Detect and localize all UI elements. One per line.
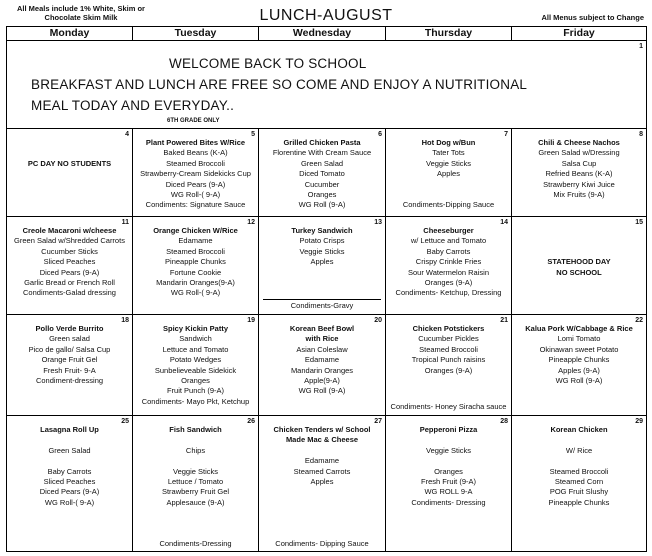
- day-number: 19: [247, 317, 255, 324]
- menu-item: Mix Fruits (9-A): [553, 190, 605, 200]
- weekday-wednesday: Wednesday: [259, 27, 386, 40]
- menu-item: Green Salad w/Shredded Carrots: [14, 236, 125, 246]
- day-cell: [512, 315, 646, 416]
- weekday-monday: Monday: [7, 27, 133, 40]
- day-number: 15: [635, 219, 643, 226]
- menu-item: Crispy Crinkle Fries: [415, 257, 482, 267]
- entree-title: Korean Chicken: [550, 425, 608, 434]
- menu-item: [11, 435, 128, 445]
- menu-item: [516, 247, 642, 257]
- menu-item: Steamed Corn: [554, 477, 604, 487]
- milk-note-line-2: Chocolate Skim Milk: [44, 13, 118, 22]
- menu-item: [516, 236, 642, 246]
- day-number: 28: [500, 418, 508, 425]
- menu-item: Veggie Sticks: [299, 246, 345, 256]
- weekday-tuesday: Tuesday: [133, 27, 259, 40]
- menu-item: [390, 456, 507, 466]
- menu-item: Strawberry Kiwi Juice: [543, 179, 615, 189]
- menu-item: Condiment-dressing: [35, 376, 104, 386]
- menu-item: Baby Carrots: [426, 246, 471, 256]
- menu-item: POG Fruit Slushy: [549, 487, 609, 497]
- entree-title: Grilled Chicken Pasta: [283, 138, 361, 147]
- menu-item: Tropical Punch raisins: [411, 355, 486, 365]
- day-number: 6: [378, 131, 382, 138]
- menu-item: Refried Beans (K-A): [545, 169, 613, 179]
- day-number: 11: [121, 219, 129, 226]
- day-cell: [7, 416, 133, 552]
- menu-item: Cucumber Sticks: [41, 246, 98, 256]
- menu-item: Steamed Carrots: [293, 466, 351, 476]
- day-number: 26: [247, 418, 255, 425]
- menu-item: Diced Tomato: [299, 169, 345, 179]
- day-number: 22: [635, 317, 643, 324]
- menu-item: Salsa Cup: [561, 158, 597, 168]
- menu-item: Veggie Sticks: [425, 445, 472, 455]
- menu-item: Apples: [310, 257, 334, 267]
- day-number: 29: [635, 418, 643, 425]
- menu-item: Apple(9-A): [304, 376, 340, 386]
- menu-item: Garlic Bread or French Roll: [24, 278, 115, 288]
- day-cell: [386, 315, 512, 416]
- entree-title: Orange Chicken W/Rice: [153, 226, 238, 235]
- menu-item: [11, 456, 128, 466]
- day-cell: [512, 129, 646, 217]
- entree-title: Plant Powered Bites W/Rice: [145, 138, 246, 147]
- day-number: 8: [639, 131, 643, 138]
- menu-item: Condiments- Mayo Pkt, Ketchup: [141, 396, 250, 406]
- menu-item: [390, 435, 507, 445]
- menu-item: Condiments-Galad dressing: [23, 288, 116, 298]
- menu-item: Oranges (9-A): [424, 278, 473, 288]
- menu-item: Steamed Broccoli: [166, 246, 225, 256]
- entree-title: Fish Sandwich: [169, 425, 222, 434]
- menu-item: Edamame: [178, 236, 213, 246]
- milk-note-line-1: All Meals include 1% White, Skim or: [17, 4, 145, 13]
- menu-item: WG Roll (9-A): [555, 376, 603, 386]
- menu-item: Pineapple Chunks: [548, 355, 610, 365]
- day-cell: [512, 416, 646, 552]
- day-cell: [7, 315, 133, 416]
- entree-title: Lasagna Roll Up: [40, 425, 99, 434]
- day-cell: [133, 416, 259, 552]
- welcome-line: WELCOME BACK TO SCHOOL: [169, 56, 367, 71]
- menu-item: [137, 456, 254, 466]
- day-number: 13: [374, 219, 382, 226]
- menu-item: Strawberry Fruit Gel: [161, 487, 230, 497]
- menu-item: Orange Fruit Gel: [41, 355, 98, 365]
- menu-item: Oranges (9-A): [424, 365, 473, 375]
- entree-title: Turkey Sandwich: [291, 226, 353, 235]
- menu-item: Fortune Cookie: [169, 267, 222, 277]
- entree-title: Kalua Pork W/Cabbage & Rice: [525, 324, 633, 333]
- menu-item: Condiments- Ketchup, Dressing: [395, 288, 502, 298]
- day-cell: [259, 416, 386, 552]
- menu-item: Oranges: [307, 190, 337, 200]
- menu-item: Condiments-Dipping Sauce: [402, 200, 495, 210]
- menu-item: Steamed Broccoli: [419, 344, 478, 354]
- menu-item: Veggie Sticks: [172, 466, 219, 476]
- day-number: 7: [504, 131, 508, 138]
- menu-item: [390, 180, 507, 190]
- menu-item: Cucumber: [304, 179, 340, 189]
- welcome-message: [31, 53, 527, 116]
- day-cell: [133, 315, 259, 416]
- menu-item: Baked Beans (K-A): [163, 148, 228, 158]
- menu-item: Chips: [185, 445, 206, 455]
- day-number: 5: [251, 131, 255, 138]
- menu-item: W/ Rice: [565, 445, 593, 455]
- menu-item: Fresh Fruit- 9-A: [43, 365, 96, 375]
- menu-item: [137, 435, 254, 445]
- menu-item: Diced Pears (9-A): [39, 487, 100, 497]
- menu-item: Pineapple Chunks: [548, 497, 610, 507]
- change-note: All Menus subject to Change: [541, 13, 644, 22]
- entree-title: Chicken Potstickers: [412, 324, 485, 333]
- menu-item: Potato Crisps: [299, 236, 345, 246]
- menu-item: Lettuce and Tomato: [162, 344, 229, 354]
- menu-item: Green Salad: [300, 158, 344, 168]
- entree-title: [11, 138, 128, 148]
- day-number: 18: [121, 317, 129, 324]
- menu-item: Sour Watermelon Raisin: [407, 267, 489, 277]
- menu-item: PC DAY NO STUDENTS: [27, 158, 112, 168]
- entree-title: Cheeseburger: [423, 226, 474, 235]
- day-number: 12: [247, 219, 255, 226]
- day-cell: [386, 416, 512, 552]
- menu-item: Apples (9-A): [558, 365, 600, 375]
- menu-item: Green Salad: [48, 445, 91, 455]
- weekday-friday: Friday: [563, 27, 595, 39]
- menu-item: Steamed Broccoli: [549, 466, 609, 476]
- condiments-note: Condiments- Dipping Sauce: [275, 538, 369, 548]
- menu-item: Sliced Peaches: [43, 257, 96, 267]
- day-cell: [386, 129, 512, 217]
- day-cell: [133, 217, 259, 315]
- day-cell: [386, 217, 512, 315]
- menu-item: Lettuce / Tomato: [167, 477, 224, 487]
- menu-item: Oranges: [181, 376, 210, 386]
- menu-item: Applesauce (9-A): [166, 497, 225, 507]
- weekday-header-row: [7, 27, 646, 41]
- menu-item: WG Roll-( 9-A): [170, 288, 221, 298]
- menu-item: WG ROLL 9-A: [424, 487, 473, 497]
- menu-item: Lomi Tomato: [557, 334, 601, 344]
- menu-item: Veggie Sticks: [425, 158, 472, 168]
- menu-item: Edamame: [304, 355, 340, 365]
- weekday-thursday: Thursday: [386, 27, 512, 40]
- menu-item: Oranges: [434, 466, 463, 476]
- day-number: 21: [500, 317, 508, 324]
- entree-title: Pollo Verde Burrito: [35, 324, 104, 333]
- week-1-banner: [7, 41, 646, 129]
- grade-note: 6TH GRADE ONLY: [167, 118, 220, 124]
- day-number: 4: [125, 131, 129, 138]
- menu-item: Made Mac & Cheese: [285, 435, 359, 445]
- entree-title: Korean Beef Bowl: [289, 324, 355, 333]
- day-cell: [259, 315, 386, 416]
- condiments-note: Condiments-Dressing: [159, 538, 232, 548]
- menu-item: Mandarin Oranges: [290, 365, 354, 375]
- menu-item: [11, 148, 128, 158]
- menu-item: Potato Wedges: [169, 355, 222, 365]
- menu-item: Cucumber Pickles: [418, 334, 479, 344]
- menu-item: Baby Carrots: [47, 466, 92, 476]
- menu-item: NO SCHOOL: [556, 267, 602, 277]
- menu-calendar: [6, 26, 647, 552]
- menu-item: Condiments- Dressing: [411, 497, 486, 507]
- day-cell: [7, 129, 133, 217]
- entree-title: Creole Macaroni w/cheese: [22, 226, 117, 235]
- day-cell: [133, 129, 259, 217]
- menu-item: Sliced Peaches: [43, 477, 96, 487]
- menu-item: Asian Coleslaw: [296, 344, 348, 354]
- menu-item: STATEHOOD DAY: [547, 257, 611, 267]
- menu-item: Sandwich: [179, 334, 212, 344]
- day-number: 14: [500, 219, 508, 226]
- day-cell: [512, 217, 646, 315]
- menu-item: Edamame: [304, 456, 340, 466]
- menu-item: WG Roll-( 9-A): [170, 190, 221, 200]
- menu-item: Green Salad w/Dressing: [538, 148, 620, 158]
- menu-item: [263, 446, 381, 456]
- day-cell: [259, 217, 386, 315]
- welcome-line: MEAL TODAY AND EVERYDAY..: [31, 98, 235, 113]
- menu-item: WG Roll (9-A): [298, 386, 346, 396]
- menu-item: WG Roll-( 9-A): [44, 497, 95, 507]
- menu-item: w/ Lettuce and Tomato: [410, 236, 487, 246]
- entree-title: Spicy Kickin Patty: [162, 324, 229, 333]
- menu-item: Apples: [437, 169, 460, 179]
- menu-item: Fruit Punch (9-A): [166, 386, 225, 396]
- menu-grid: [7, 129, 646, 552]
- menu-item: [390, 190, 507, 200]
- entree-title: Pepperoni Pizza: [419, 425, 478, 434]
- menu-item: Diced Pears (9-A): [39, 267, 100, 277]
- day-cell: [259, 129, 386, 217]
- condiments-note: Condiments- Honey Siracha sauce: [390, 401, 507, 411]
- menu-item: WG Roll (9-A): [298, 200, 346, 210]
- menu-item: [516, 435, 642, 445]
- entree-title: [516, 226, 642, 236]
- menu-item: Strawberry-Cream Sidekicks Cup: [140, 169, 251, 179]
- menu-item: Pineapple Chunks: [165, 257, 226, 267]
- menu-item: Diced Pears (9-A): [165, 179, 226, 189]
- entree-title: Chicken Tenders w/ School: [273, 425, 371, 434]
- entree-title: Hot Dog w/Bun: [421, 138, 476, 147]
- menu-item: Green salad: [49, 334, 90, 344]
- day-number: 27: [374, 418, 382, 425]
- menu-item: Pico de gallo/ Salsa Cup: [28, 344, 111, 354]
- menu-item: Fresh Fruit (9-A): [420, 477, 476, 487]
- menu-item: Apples: [310, 477, 334, 487]
- menu-item: Steamed Broccoli: [166, 158, 225, 168]
- day-cell: [7, 217, 133, 315]
- day-number: 25: [121, 418, 129, 425]
- menu-item: Condiments: Signature Sauce: [145, 200, 246, 210]
- menu-item: Okinawan sweet Potato: [539, 344, 619, 354]
- page-title: LUNCH-AUGUST: [259, 7, 393, 24]
- menu-item: Tater Tots: [432, 148, 465, 158]
- day-number: 20: [374, 317, 382, 324]
- menu-item: Sunbelieveable Sidekick: [154, 365, 237, 375]
- day-number: 1: [639, 43, 643, 50]
- menu-item: [516, 456, 642, 466]
- menu-item: Florentine With Cream Sauce: [272, 148, 372, 158]
- welcome-line: BREAKFAST AND LUNCH ARE FREE SO COME AND ENJOY A NUTRITIONAL: [31, 77, 528, 92]
- menu-item: Mandarin Oranges(9-A): [156, 278, 235, 288]
- menu-item: with Rice: [305, 334, 339, 344]
- entree-title: Chili & Cheese Nachos: [538, 138, 620, 147]
- condiments-note: Condiments-Gravy: [263, 299, 381, 311]
